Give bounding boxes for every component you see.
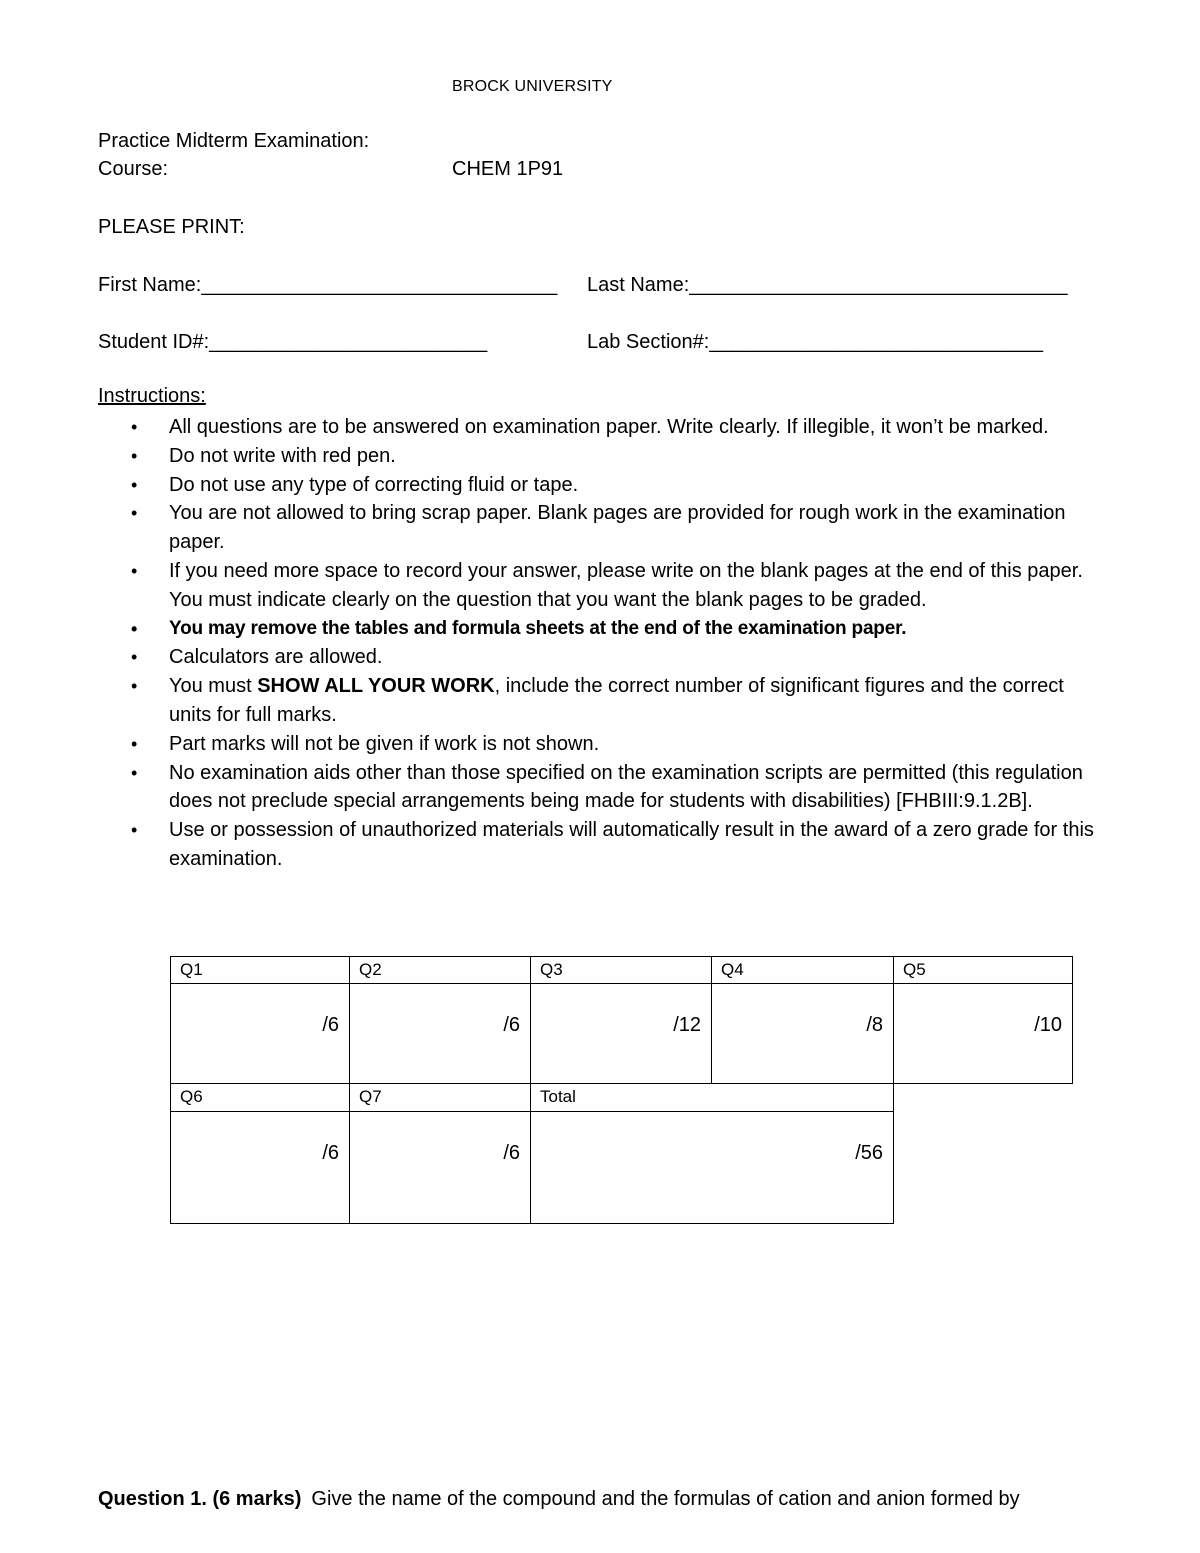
score-header-q6: Q6 bbox=[170, 1083, 350, 1112]
score-cell-q6[interactable]: /6 bbox=[170, 1111, 350, 1224]
list-item bbox=[98, 816, 1108, 874]
first-name-field[interactable]: First Name:________________________________ bbox=[98, 274, 558, 296]
score-cell-total[interactable]: /56 bbox=[530, 1111, 894, 1224]
question-1-heading: Question 1. (6 marks) bbox=[98, 1488, 302, 1510]
course-label: Course: bbox=[98, 158, 169, 180]
score-cell-q5[interactable]: /10 bbox=[893, 983, 1073, 1084]
exam-label: Practice Midterm Examination: bbox=[98, 130, 370, 152]
instructions-list bbox=[98, 413, 1108, 874]
list-item bbox=[98, 759, 1108, 817]
bullet-icon: • bbox=[131, 503, 138, 524]
score-cell-q7[interactable]: /6 bbox=[349, 1111, 531, 1224]
bullet-icon: • bbox=[131, 560, 138, 581]
please-print-label: PLEASE PRINT: bbox=[98, 216, 245, 238]
instruction-text: Do not write with red pen. bbox=[169, 444, 396, 467]
score-header-q1: Q1 bbox=[170, 956, 350, 984]
instruction-text: Calculators are allowed. bbox=[169, 646, 383, 669]
score-cell-q3[interactable]: /12 bbox=[530, 983, 712, 1084]
score-header-q3: Q3 bbox=[530, 956, 712, 984]
instructions-title: Instructions: bbox=[98, 385, 206, 407]
score-cell-q1[interactable]: /6 bbox=[170, 983, 350, 1084]
instruction-text: You may remove the tables and formula sheets at the end of the examination paper. bbox=[169, 617, 907, 639]
question-1 bbox=[98, 1488, 1020, 1511]
instruction-text: If you need more space to record your answer, please write on the blank pages at the end of this paper. You must indicate clearly on the question that you want the blank pages to be graded. bbox=[169, 559, 1083, 611]
list-item bbox=[98, 471, 1108, 500]
list-item bbox=[98, 643, 1108, 672]
instruction-text: Do not use any type of correcting fluid or tape. bbox=[169, 473, 579, 496]
list-item bbox=[98, 557, 1108, 615]
show-work-emphasis: SHOW ALL YOUR WORK bbox=[257, 675, 495, 698]
student-id-field[interactable]: Student ID#:_________________________ bbox=[98, 331, 488, 353]
list-item bbox=[98, 730, 1108, 759]
score-header-q2: Q2 bbox=[349, 956, 531, 984]
course-value: CHEM 1P91 bbox=[452, 158, 564, 180]
bullet-icon: • bbox=[131, 676, 138, 697]
list-item bbox=[98, 672, 1108, 730]
score-cell-q4[interactable]: /8 bbox=[711, 983, 894, 1084]
score-header-q4: Q4 bbox=[711, 956, 894, 984]
instruction-text: Use or possession of unauthorized materials will automatically result in the award of a zero grade for this examination. bbox=[169, 819, 1094, 870]
instruction-text: Part marks will not be given if work is not shown. bbox=[169, 732, 600, 755]
bullet-icon: • bbox=[131, 820, 138, 841]
list-item bbox=[98, 615, 1108, 644]
instruction-text-continued: , include the correct number of significant figures and the correct units for full marks. bbox=[169, 675, 1064, 726]
instruction-text: You are not allowed to bring scrap paper. Blank pages are provided for rough work in the examination paper. bbox=[169, 502, 1066, 554]
bullet-icon: • bbox=[131, 618, 138, 639]
bullet-icon: • bbox=[131, 474, 138, 495]
instruction-text: You must bbox=[169, 675, 258, 698]
score-header-total: Total bbox=[530, 1083, 894, 1112]
question-1-text: Give the name of the compound and the formulas of cation and anion formed by bbox=[311, 1488, 1020, 1510]
instruction-text: No examination aids other than those specified on the examination scripts are permitted (this regulation does not preclude special arrangements being made for students with disabilities) [FHBIII:9.1.2B]. bbox=[169, 761, 1083, 813]
lab-section-field[interactable]: Lab Section#:______________________________ bbox=[587, 331, 1044, 353]
university-name: BROCK UNIVERSITY bbox=[452, 78, 613, 95]
list-item bbox=[98, 499, 1108, 557]
score-cell-q2[interactable]: /6 bbox=[349, 983, 531, 1084]
bullet-icon: • bbox=[131, 647, 138, 668]
list-item bbox=[98, 442, 1108, 471]
list-item bbox=[98, 413, 1108, 442]
last-name-field[interactable]: Last Name:__________________________________ bbox=[587, 274, 1068, 296]
score-header-q5: Q5 bbox=[893, 956, 1073, 984]
score-header-q7: Q7 bbox=[349, 1083, 531, 1112]
bullet-icon: • bbox=[131, 733, 138, 754]
bullet-icon: • bbox=[131, 417, 138, 437]
bullet-icon: • bbox=[131, 445, 138, 466]
bullet-icon: • bbox=[131, 762, 138, 783]
instruction-text: All questions are to be answered on examination paper. Write clearly. If illegible, it won’t be marked. bbox=[169, 416, 1049, 438]
